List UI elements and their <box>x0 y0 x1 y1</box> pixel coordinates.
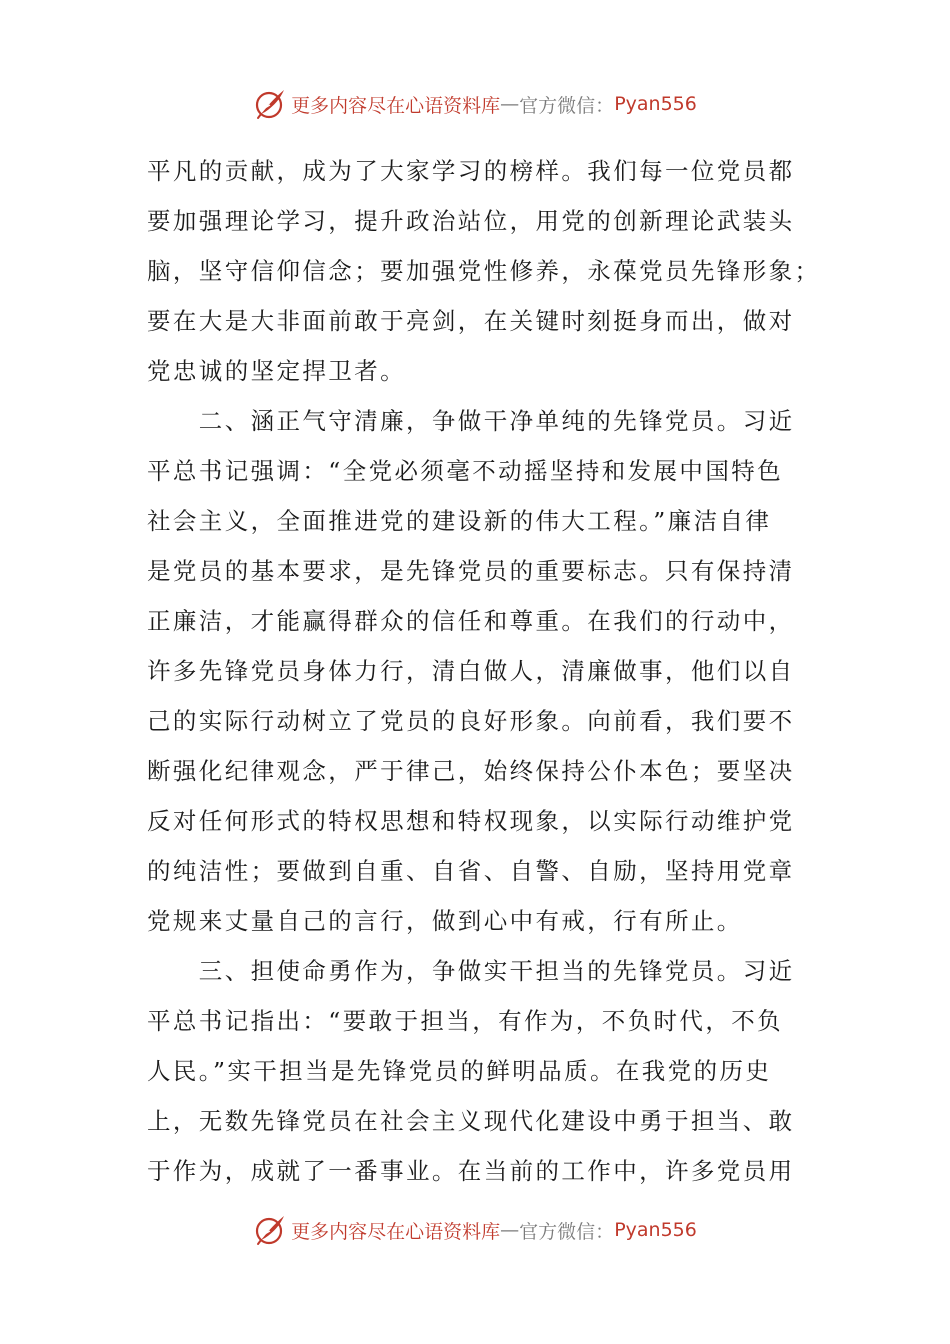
text-line: 的纯洁性；要做到自重、自省、自警、自励，坚持用党章 <box>147 857 795 885</box>
text-line: 上，无数先锋党员在社会主义现代化建设中勇于担当、敢 <box>147 1107 795 1135</box>
header-banner <box>0 84 950 124</box>
text-line: 要在大是大非面前敢于亮剑，在关键时刻挺身而出，做对 <box>147 307 795 335</box>
text-line: 三、担使命勇作为，争做实干担当的先锋党员。习近 <box>147 957 795 985</box>
banner-account: Pyan556 <box>614 1219 697 1241</box>
quill-logo-icon <box>253 1213 287 1247</box>
text-line: 平凡的贡献，成为了大家学习的榜样。我们每一位党员都 <box>147 157 795 185</box>
banner-separator: — <box>500 93 520 115</box>
text-line: 二、涵正气守清廉，争做干净单纯的先锋党员。习近 <box>147 407 795 435</box>
banner-account: Pyan556 <box>614 93 697 115</box>
banner-label: 官方微信： <box>519 94 615 117</box>
banner-label: 官方微信： <box>519 1220 615 1243</box>
text-line: 反对任何形式的特权思想和特权现象，以实际行动维护党 <box>147 807 795 835</box>
text-line: 平总书记指出：“要敢于担当，有作为，不负时代，不负 <box>147 1007 784 1035</box>
banner-brand-text: 更多内容尽在心语资料库 <box>291 1220 501 1243</box>
text-line: 党规来丈量自己的言行，做到心中有戒，行有所止。 <box>147 907 743 935</box>
text-line: 脑，坚守信仰信念；要加强党性修养，永葆党员先锋形象； <box>147 257 821 285</box>
text-line: 要加强理论学习，提升政治站位，用党的创新理论武装头 <box>147 207 795 235</box>
text-line: 断强化纪律观念，严于律己，始终保持公仆本色；要坚决 <box>147 757 795 785</box>
footer-banner <box>0 1210 950 1250</box>
banner-separator: — <box>500 1219 520 1241</box>
banner-brand-text: 更多内容尽在心语资料库 <box>291 94 501 117</box>
text-line: 己的实际行动树立了党员的良好形象。向前看，我们要不 <box>147 707 795 735</box>
document-body <box>147 146 821 1196</box>
text-line: 是党员的基本要求，是先锋党员的重要标志。只有保持清 <box>147 557 795 585</box>
text-line: 正廉洁，才能赢得群众的信任和尊重。在我们的行动中， <box>147 607 795 635</box>
text-line: 党忠诚的坚定捍卫者。 <box>147 357 406 385</box>
text-line: 于作为，成就了一番事业。在当前的工作中，许多党员用 <box>147 1157 795 1185</box>
text-line: 许多先锋党员身体力行，清白做人，清廉做事，他们以自 <box>147 657 795 685</box>
text-line: 社会主义，全面推进党的建设新的伟大工程。”廉洁自律 <box>147 507 772 535</box>
text-line: 平总书记强调：“全党必须毫不动摇坚持和发展中国特色 <box>147 457 784 485</box>
quill-logo-icon <box>253 87 287 121</box>
text-line: 人民。”实干担当是先锋党员的鲜明品质。在我党的历史 <box>147 1057 772 1085</box>
